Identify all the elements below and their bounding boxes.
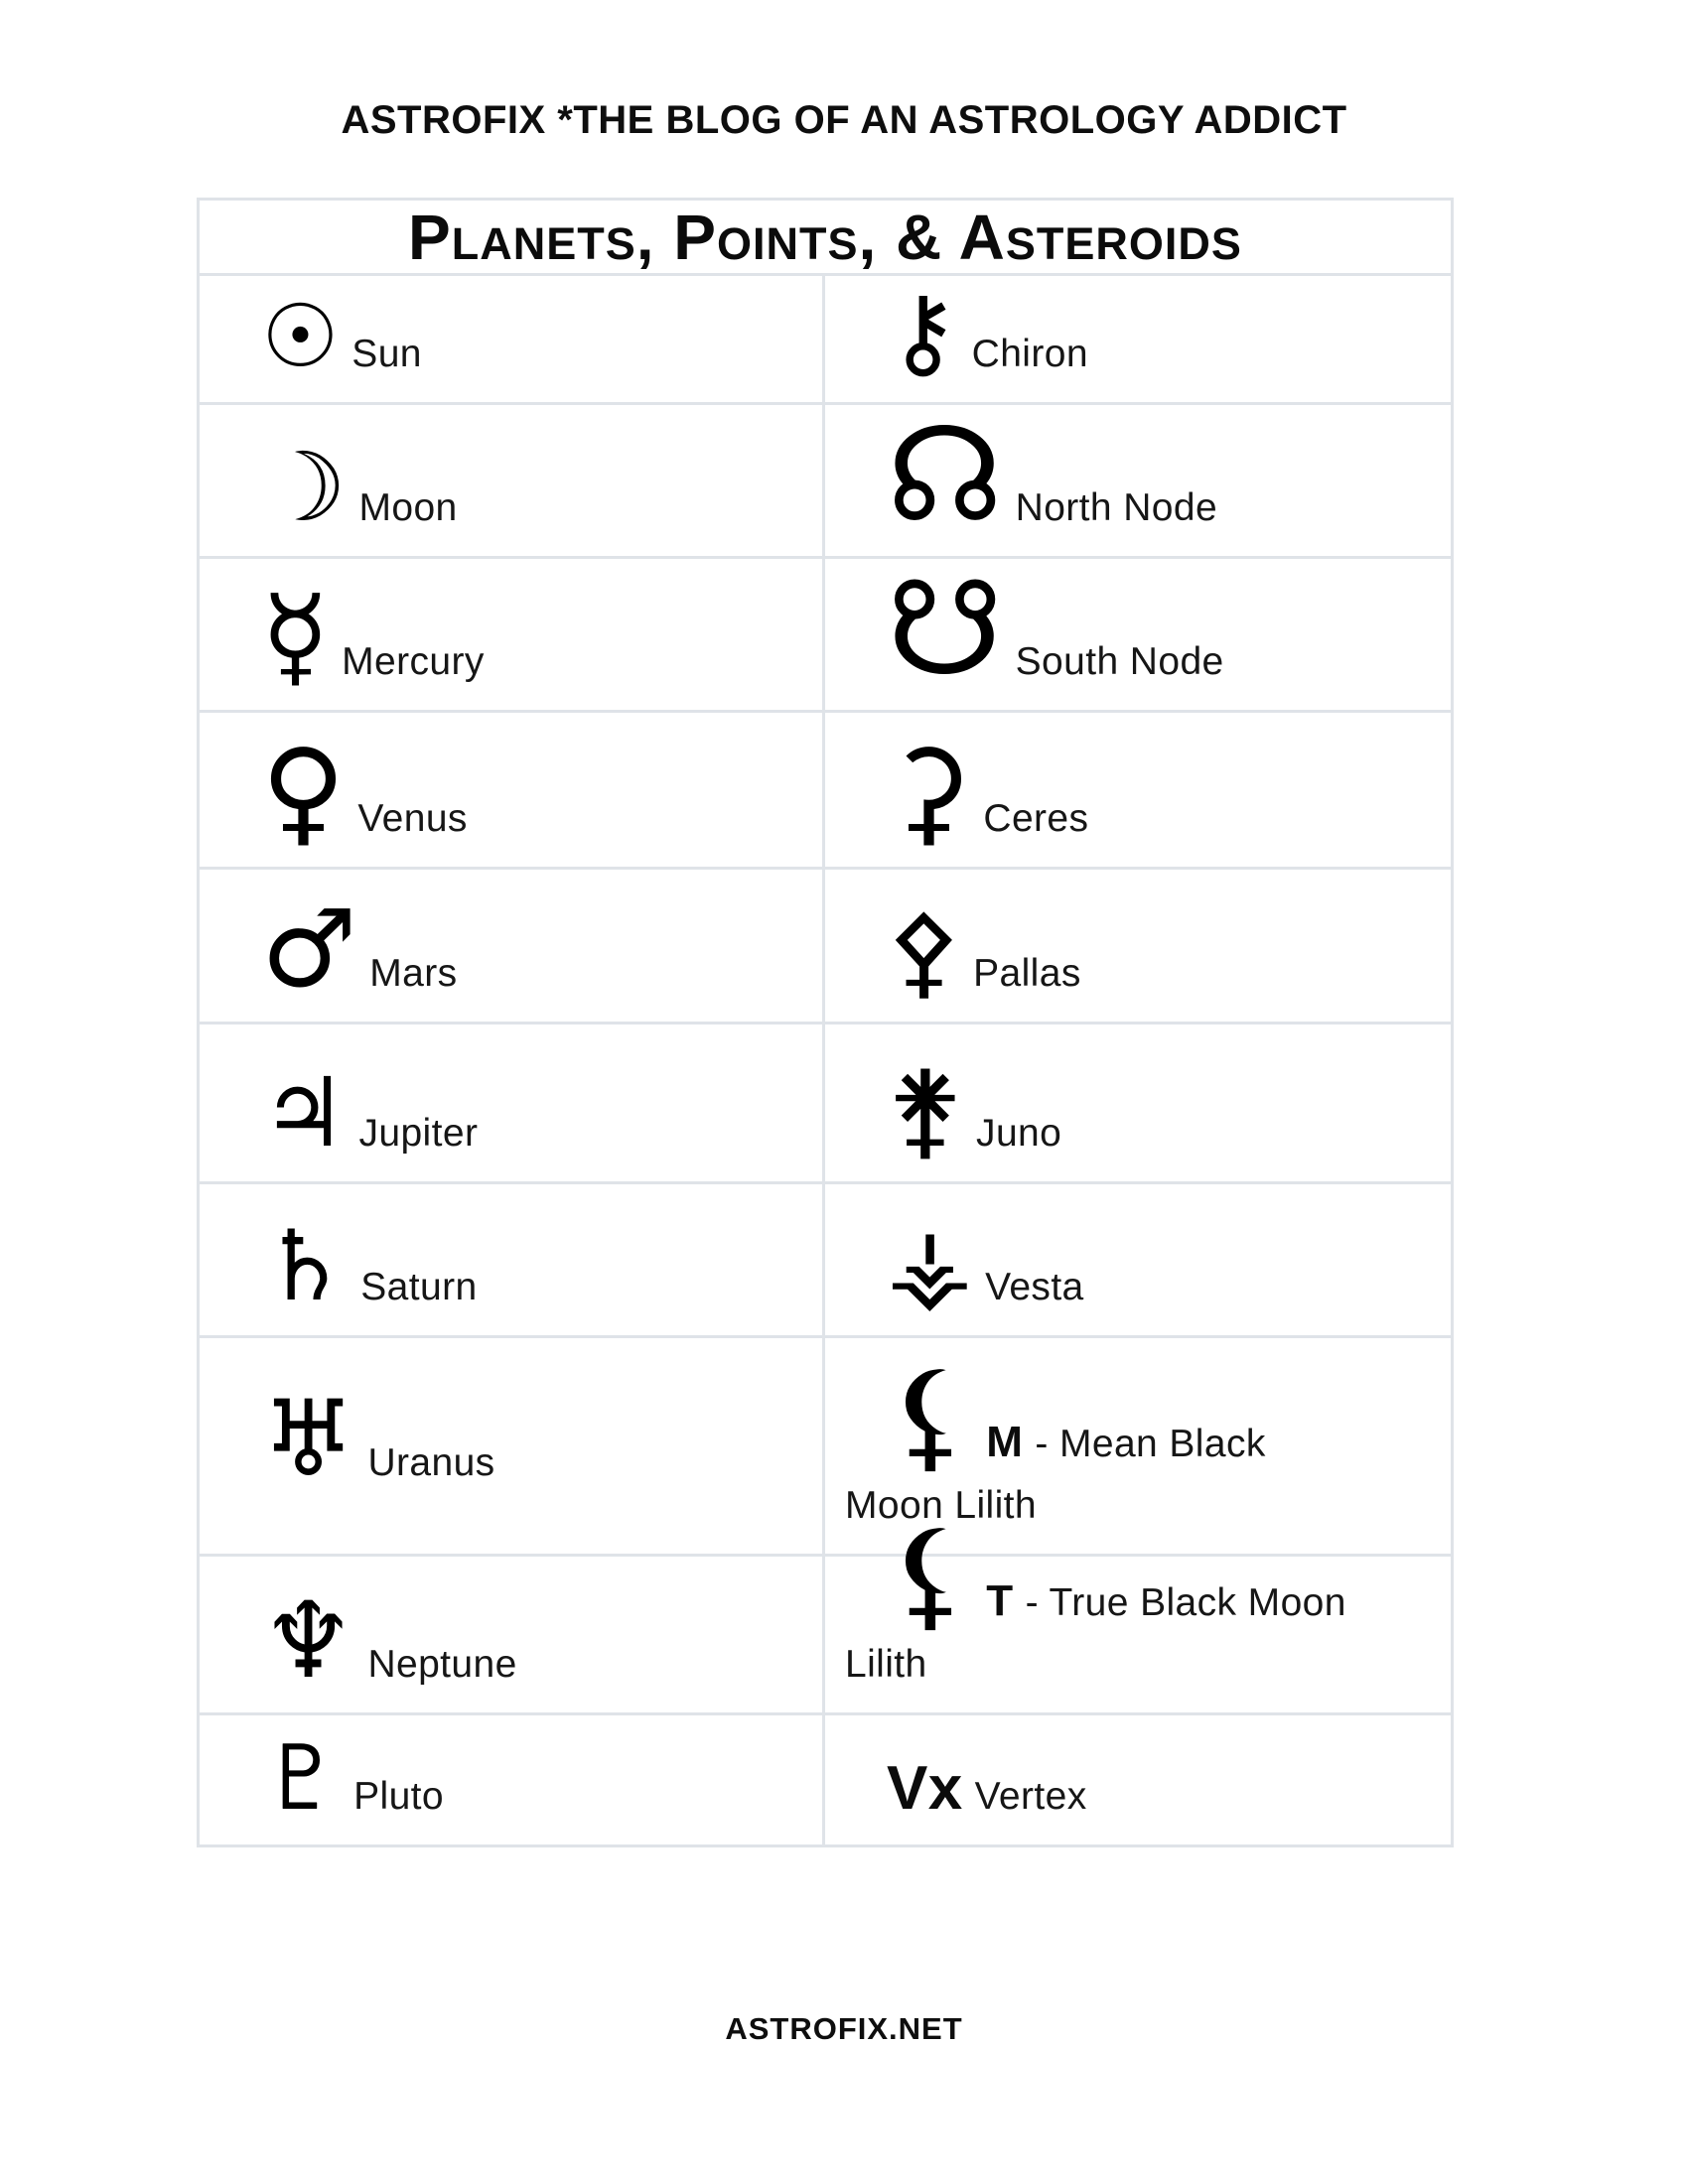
cell-content bbox=[219, 887, 802, 1012]
saturn-symbol: ♄ bbox=[261, 1210, 350, 1323]
cell-content bbox=[845, 892, 1431, 1011]
site-footer-text: ASTROFIX.NET bbox=[725, 2011, 963, 2046]
table-title: Planets, Points, & Asteroids bbox=[408, 201, 1242, 273]
cell-vertex bbox=[825, 1715, 1451, 1844]
cell-moon bbox=[200, 405, 825, 556]
table-row bbox=[200, 1506, 1451, 1715]
jupiter-symbol: ♃ bbox=[261, 1057, 348, 1168]
black-moon-lilith-true-symbol: ⚸ bbox=[887, 1506, 975, 1644]
black-moon-lilith-mean-label: - Mean Black Moon Lilith bbox=[845, 1423, 1266, 1527]
pluto-symbol: ♇ bbox=[261, 1726, 343, 1831]
table-row bbox=[200, 1024, 1451, 1184]
blog-header-text: ASTROFIX *THE BLOG OF AN ASTROLOGY ADDICT bbox=[341, 98, 1347, 142]
vesta-label: Vesta bbox=[985, 1266, 1084, 1308]
cell-content bbox=[845, 1048, 1431, 1170]
table-row bbox=[200, 1184, 1451, 1338]
cell-south-node bbox=[825, 553, 1451, 710]
vertex-prefix: Vx bbox=[887, 1754, 963, 1823]
cell-pallas bbox=[825, 870, 1451, 1022]
uranus-symbol: ♅ bbox=[261, 1378, 356, 1500]
vesta-symbol: ⚶ bbox=[887, 1206, 974, 1324]
mercury-label: Mercury bbox=[342, 640, 485, 683]
venus-label: Venus bbox=[357, 797, 468, 840]
table-row bbox=[200, 1338, 1451, 1557]
page-footer bbox=[0, 2011, 1688, 2047]
neptune-symbol: ♆ bbox=[261, 1579, 356, 1702]
north-node-label: North Node bbox=[1015, 486, 1218, 529]
cell-north-node bbox=[825, 399, 1451, 556]
planet-symbol-table bbox=[197, 198, 1454, 1847]
chiron-label: Chiron bbox=[971, 333, 1088, 375]
table-row bbox=[200, 399, 1451, 559]
cell-content bbox=[845, 553, 1431, 706]
table-row bbox=[200, 713, 1451, 870]
venus-symbol: ♀ bbox=[261, 725, 347, 859]
page-header bbox=[0, 98, 1688, 143]
cell-content bbox=[219, 285, 802, 387]
cell-content bbox=[845, 274, 1431, 390]
saturn-label: Saturn bbox=[360, 1266, 478, 1308]
jupiter-label: Jupiter bbox=[358, 1112, 479, 1155]
cell-content bbox=[845, 1206, 1431, 1324]
ceres-symbol: ⚳ bbox=[887, 725, 972, 859]
ceres-label: Ceres bbox=[983, 797, 1089, 840]
cell-content bbox=[219, 1378, 802, 1500]
cell-content bbox=[845, 399, 1431, 552]
table-row bbox=[200, 276, 1451, 405]
pluto-label: Pluto bbox=[353, 1775, 444, 1818]
north-node-symbol: ☊ bbox=[887, 399, 1004, 552]
moon-label: Moon bbox=[358, 486, 458, 529]
cell-content bbox=[219, 1726, 802, 1831]
cell-pluto bbox=[200, 1715, 825, 1844]
mars-label: Mars bbox=[369, 952, 458, 995]
cell-content bbox=[845, 1754, 1431, 1828]
cell-content bbox=[219, 432, 802, 543]
cell-content bbox=[219, 1579, 802, 1702]
chiron-symbol: ⚷ bbox=[887, 274, 960, 390]
cell-jupiter bbox=[200, 1024, 825, 1181]
sun-symbol: ☉ bbox=[261, 285, 341, 387]
pallas-symbol: ⚴ bbox=[887, 892, 962, 1011]
cell-content bbox=[845, 1506, 1431, 1696]
cell-content bbox=[219, 572, 802, 701]
black-moon-lilith-true-label: - True Black Moon Lilith bbox=[845, 1581, 1346, 1686]
table-row bbox=[200, 553, 1451, 713]
vertex-label: Vertex bbox=[974, 1775, 1087, 1818]
cell-content bbox=[219, 1210, 802, 1323]
cell-sun bbox=[200, 276, 825, 402]
cell-neptune bbox=[200, 1557, 825, 1712]
neptune-label: Neptune bbox=[367, 1643, 517, 1686]
table-row bbox=[200, 1715, 1451, 1844]
juno-symbol: ⚵ bbox=[887, 1048, 965, 1170]
black-moon-lilith-mean-symbol: ⚸ bbox=[887, 1347, 975, 1485]
table-title-row bbox=[200, 201, 1451, 276]
juno-label: Juno bbox=[976, 1112, 1062, 1155]
cell-chiron bbox=[825, 276, 1451, 402]
cell-content bbox=[845, 725, 1431, 859]
cell-mars bbox=[200, 870, 825, 1022]
black-moon-lilith-true-prefix: T bbox=[986, 1576, 1014, 1625]
table-row bbox=[200, 870, 1451, 1024]
cell-black-moon-lilith-true bbox=[825, 1506, 1451, 1712]
mercury-symbol: ☿ bbox=[261, 572, 331, 701]
uranus-label: Uranus bbox=[367, 1441, 495, 1484]
cell-content bbox=[219, 725, 802, 859]
cell-mercury bbox=[200, 559, 825, 710]
cell-venus bbox=[200, 713, 825, 867]
cell-uranus bbox=[200, 1338, 825, 1554]
cell-content bbox=[219, 1057, 802, 1168]
cell-saturn bbox=[200, 1184, 825, 1335]
south-node-symbol: ☋ bbox=[887, 553, 1004, 706]
moon-symbol: ☽ bbox=[261, 432, 348, 543]
symbol-grid bbox=[200, 276, 1451, 1844]
cell-vesta bbox=[825, 1184, 1451, 1335]
black-moon-lilith-mean-prefix: M bbox=[986, 1418, 1024, 1466]
pallas-label: Pallas bbox=[973, 952, 1081, 995]
cell-juno bbox=[825, 1024, 1451, 1181]
mars-symbol: ♂ bbox=[261, 887, 358, 1012]
cell-ceres bbox=[825, 713, 1451, 867]
south-node-label: South Node bbox=[1015, 640, 1224, 683]
sun-label: Sun bbox=[352, 333, 422, 375]
